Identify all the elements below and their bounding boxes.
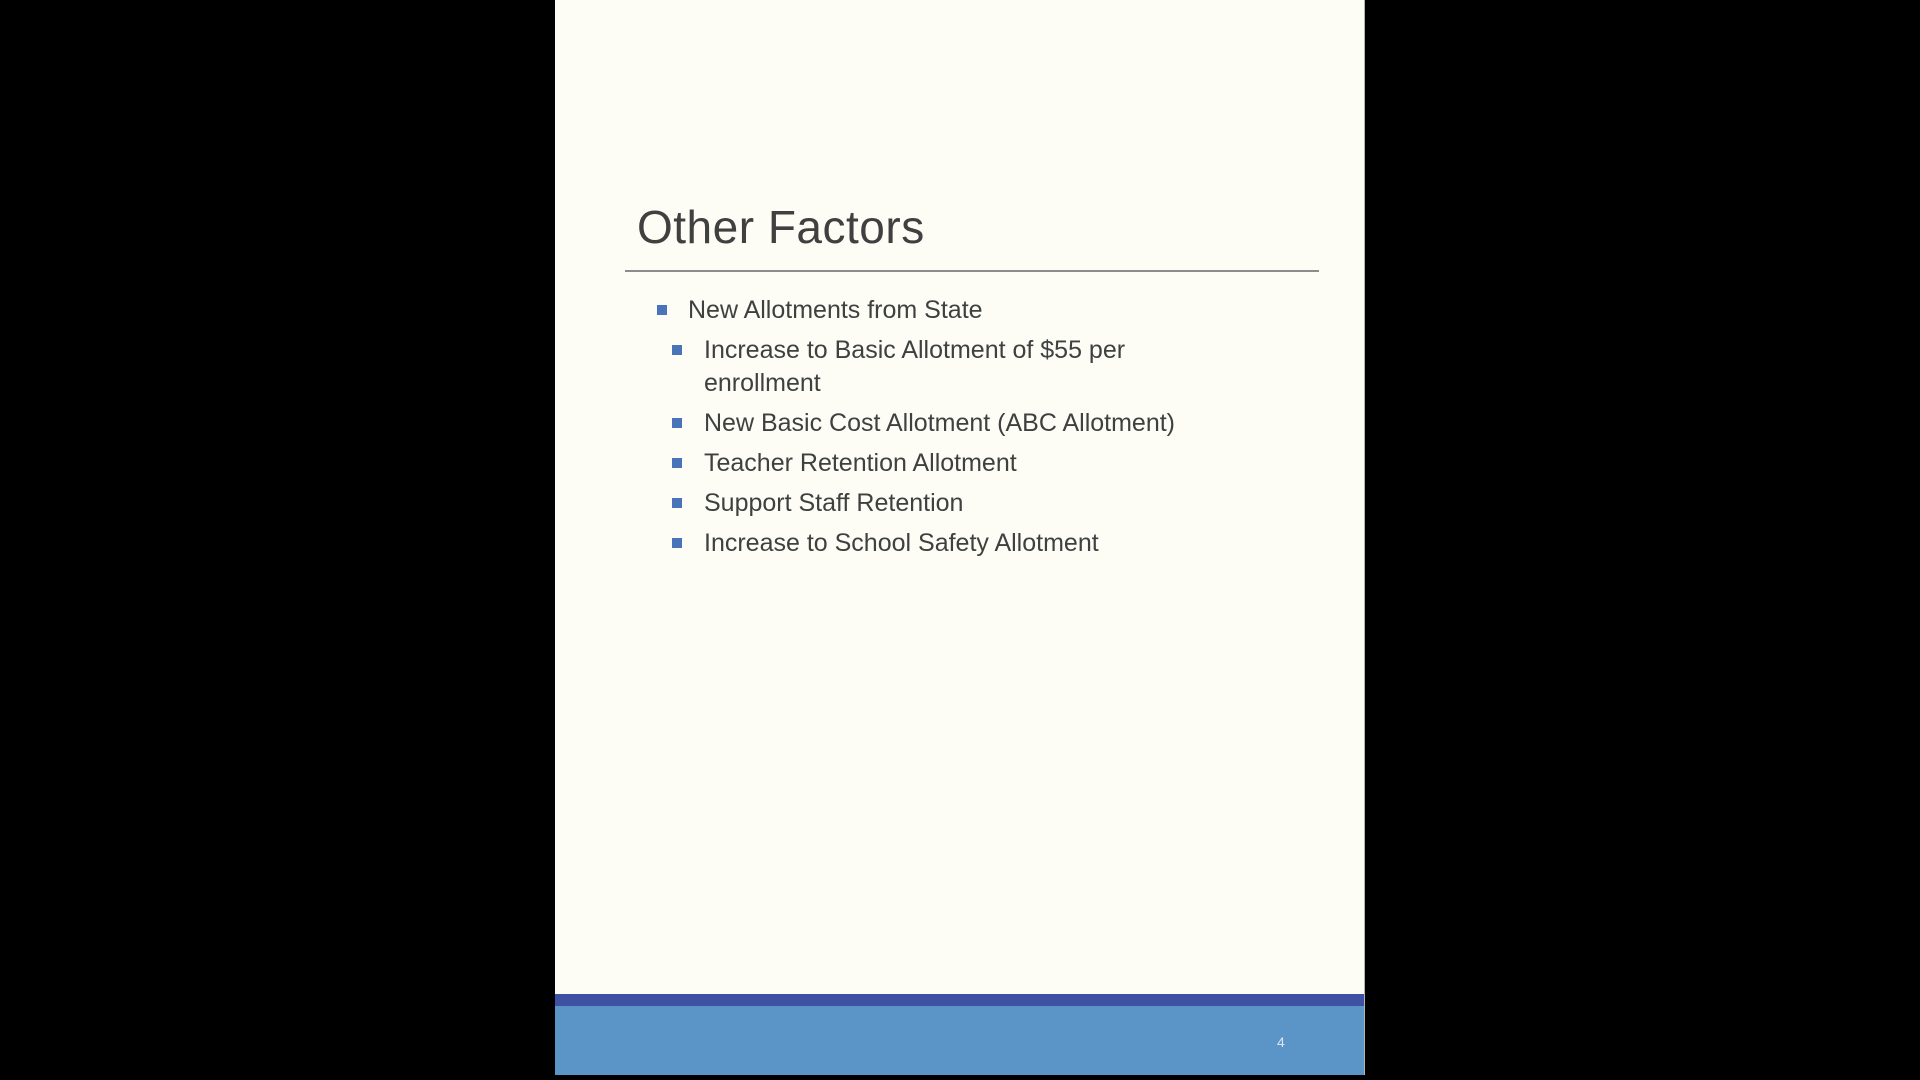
slide-title: Other Factors xyxy=(637,201,925,253)
bullet-square-icon xyxy=(672,458,682,468)
bullet-item xyxy=(555,334,1364,400)
bullet-square-icon xyxy=(657,305,667,315)
bullet-item xyxy=(555,447,1364,480)
bullet-item xyxy=(555,487,1364,520)
bullet-text: Teacher Retention Allotment xyxy=(704,449,1017,477)
bullet-item xyxy=(555,407,1364,440)
bullet-text: Increase to Basic Allotment of $55 per enrollment xyxy=(704,336,1126,397)
bullet-item xyxy=(555,527,1364,560)
bullet-text: Support Staff Retention xyxy=(704,489,964,517)
footer-band xyxy=(555,1006,1364,1075)
bullet-list xyxy=(555,294,1364,567)
footer-accent-line xyxy=(555,994,1364,1006)
bullet-item xyxy=(555,294,1364,327)
bullet-square-icon xyxy=(672,345,682,355)
bullet-text: New Allotments from State xyxy=(688,296,983,324)
bullet-square-icon xyxy=(672,538,682,548)
bullet-text: Increase to School Safety Allotment xyxy=(704,529,1099,557)
bullet-square-icon xyxy=(672,418,682,428)
bullet-square-icon xyxy=(672,498,682,508)
page-number: 4 xyxy=(1277,1034,1285,1050)
presentation-slide xyxy=(555,0,1365,1075)
title-underline xyxy=(625,270,1319,272)
bullet-text: New Basic Cost Allotment (ABC Allotment) xyxy=(704,409,1175,437)
